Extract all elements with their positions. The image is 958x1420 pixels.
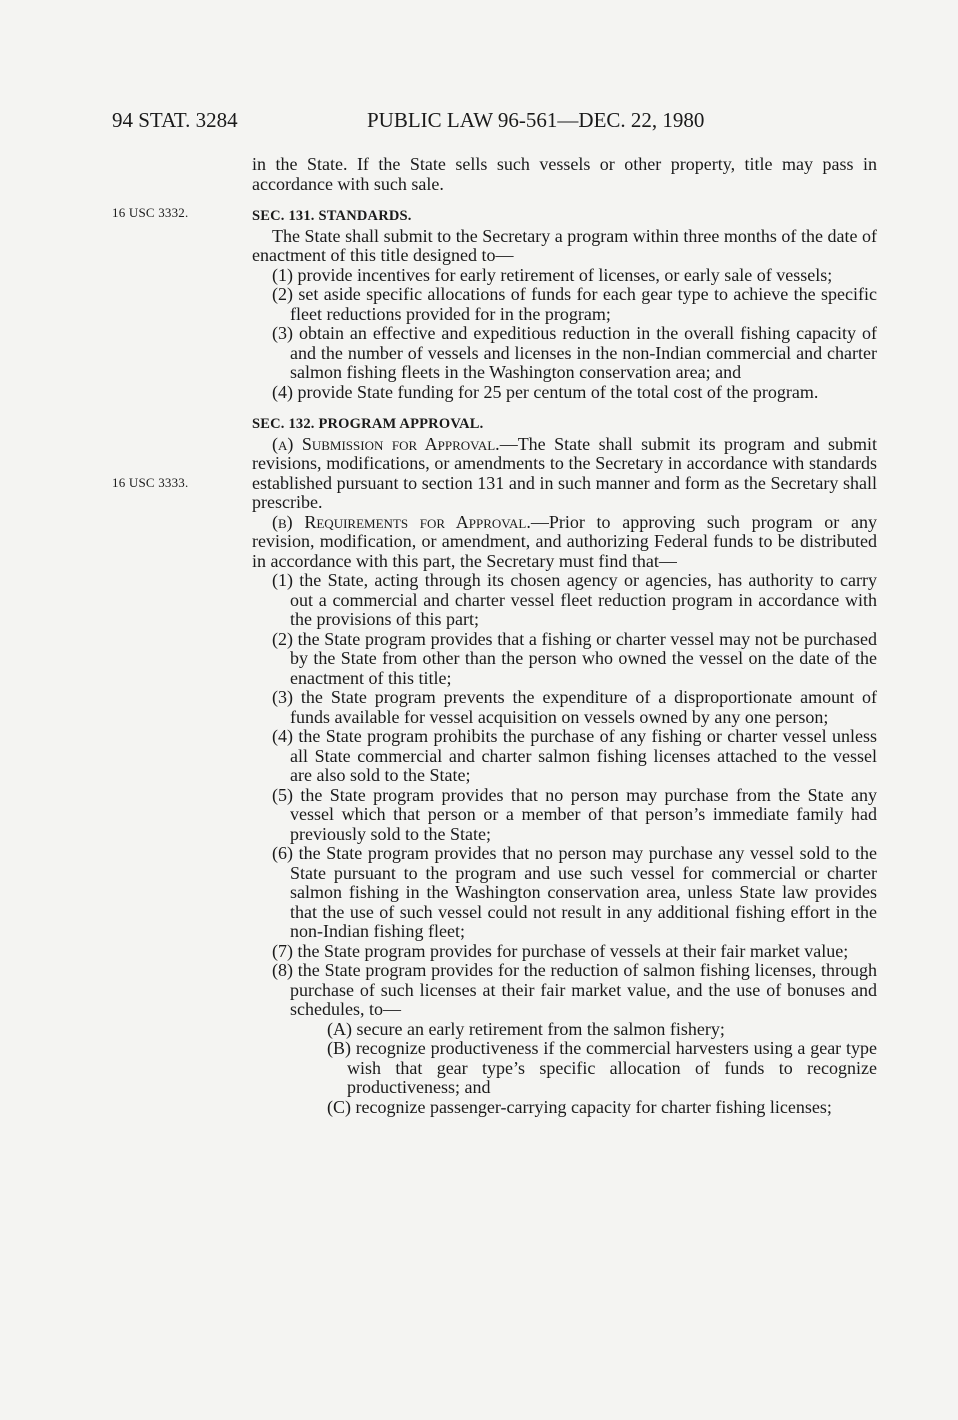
subsection-b-text: —Prior to approving such program or any revision, modification, or amendment, and authorizing Federal funds to be distributed in accordance with this part, the Secretary must find that— [252, 511, 877, 571]
section-131-intro: The State shall submit to the Secretary a program within three months of the date of enactment of this title designed to— [252, 225, 877, 265]
subsection-b-label: (b) Requirements for Approval. [272, 511, 531, 532]
running-title: PUBLIC LAW 96-561—DEC. 22, 1980 [367, 108, 705, 132]
requirement-item: (1) the State, acting through its chosen agency or agencies, has authority to carry out a commercial and charter vessel fleet reduction program in accordance with the provisions of this part; [272, 570, 877, 629]
continuation-paragraph: in the State. If the State sells such vessels or other property, title may pass in accordance with such sale. [252, 154, 877, 194]
requirement-item: (3) the State program prevents the expenditure of a disproportionate amount of funds available for vessel acquisition on vessels owned by any one person; [272, 687, 877, 727]
stat-page-number: 94 STAT. 3284 [112, 108, 238, 132]
subsection-a-text: —The State shall submit its program and submit revisions, modifications, or amendments to the Secretary in accordance with standards established pursuant to section 131 and in such manner and form as the Secretary shall prescribe. [252, 433, 877, 512]
requirement-subitem: (C) recognize passenger-carrying capacity for charter fishing licenses; [327, 1096, 832, 1117]
section-132-heading: SEC. 132. PROGRAM APPROVAL. [252, 416, 484, 432]
requirement-subitem: (A) secure an early retirement from the salmon fishery; [327, 1018, 725, 1039]
requirement-item: (8) the State program provides for the reduction of salmon fishing licenses, through purchase of such licenses at their fair market value, and the use of bonuses and schedules, to— [272, 960, 877, 1019]
requirement-item: (6) the State program provides that no person may purchase any vessel sold to the State pursuant to the program and use such vessel for commercial or charter salmon fishing in the Washington conservation area, unless State law provides that the use of such vessel could not result in any additional fishing effort in the non-Indian fishing fleet; [272, 843, 877, 941]
margin-note-usc-3332: 16 USC 3332. [112, 205, 189, 220]
requirement-item: (5) the State program provides that no person may purchase from the State any vessel which that person or a member of that person’s immediate family had previously sold to the State; [272, 784, 877, 844]
section-131-item: (3) obtain an effective and expeditious reduction in the overall fishing capacity of and the number of vessels and licenses in the non-Indian commercial and charter salmon fishing fleets in the Washington conservation area; and [272, 323, 877, 382]
section-131-item: (2) set aside specific allocations of funds for each gear type to achieve the specific fleet reductions provided for in the program; [272, 284, 877, 324]
requirement-subitem: (B) recognize productiveness if the commercial harvesters using a gear type wish that gear type’s specific allocation of funds to recognize productiveness; and [327, 1038, 877, 1097]
section-131-item: (1) provide incentives for early retirement of licenses, or early sale of vessels; [272, 264, 833, 285]
requirement-item: (7) the State program provides for purchase of vessels at their fair market value; [272, 940, 849, 961]
section-131-heading: SEC. 131. STANDARDS. [252, 208, 412, 224]
subsection-b [252, 513, 877, 572]
margin-note-usc-3333: 16 USC 3333. [112, 475, 189, 490]
document-body [252, 155, 877, 1117]
subsection-a-label: (a) Submission for Approval. [272, 433, 500, 454]
section-131-item: (4) provide State funding for 25 per centum of the total cost of the program. [272, 381, 819, 402]
subsection-a [252, 435, 877, 513]
page-header [112, 108, 772, 136]
requirement-item: (2) the State program provides that a fishing or charter vessel may not be purchased by the State from other than the person who owned the vessel on the date of the enactment of this title; [272, 628, 877, 688]
requirement-item: (4) the State program prohibits the purchase of any fishing or charter vessel unless all State commercial and charter salmon fishing licenses attached to the vessel are also sold to the State; [272, 726, 877, 785]
